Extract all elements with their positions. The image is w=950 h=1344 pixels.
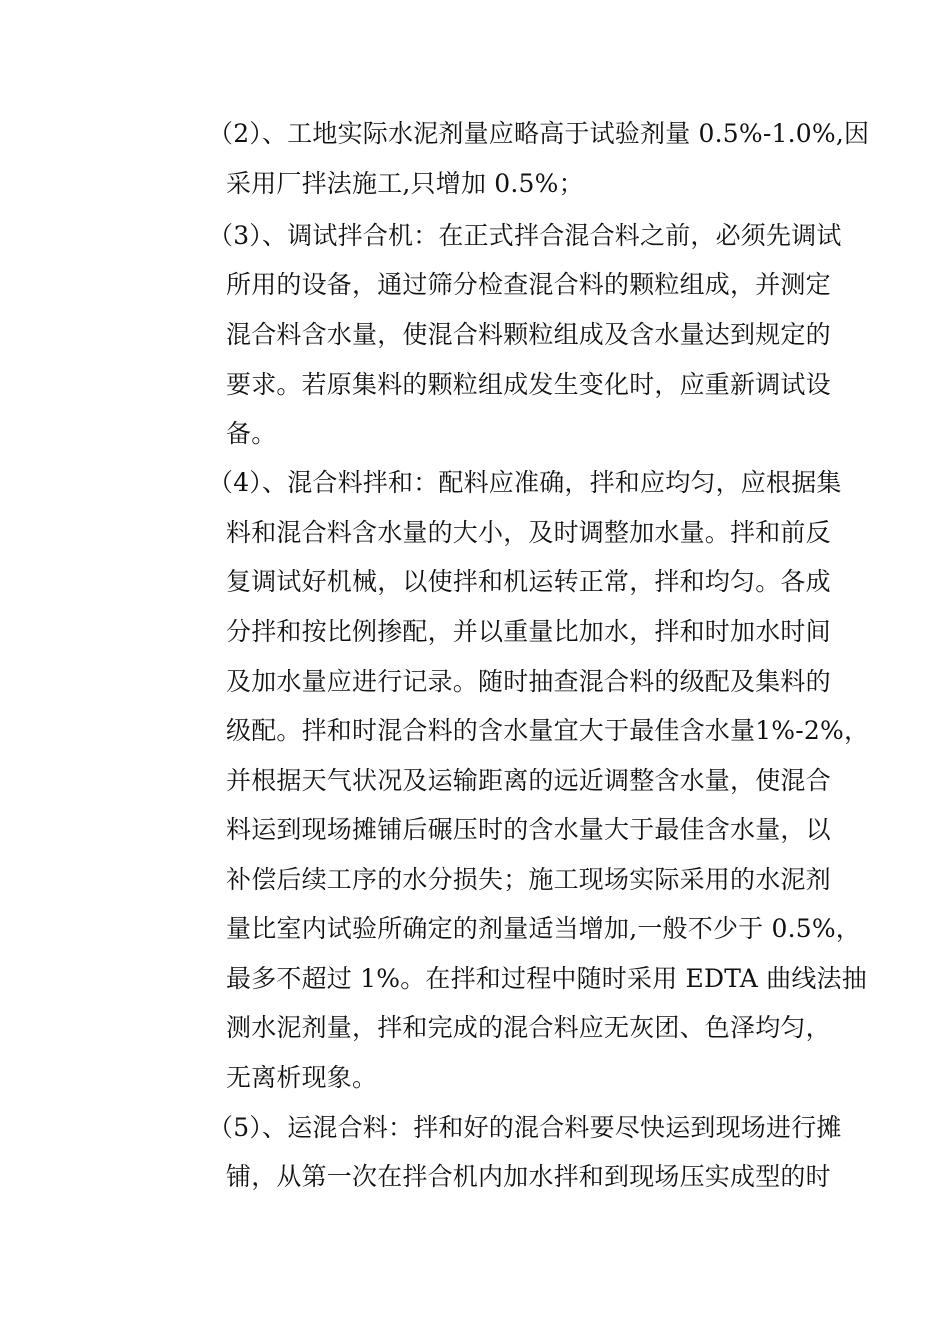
paragraph-4-line-1: （4）、混合料拌和：配料应准确，拌和应均匀，应根据集 (208, 468, 842, 497)
paragraph-4-line-6: 级配。拌和时混合料的含水量宜大于最佳含水量1%-2%， (226, 716, 870, 745)
paragraph-3-line-2: 所用的设备，通过筛分检查混合料的颗粒组成，并测定 (226, 270, 831, 299)
paragraph-4-line-8: 料运到现场摊铺后碾压时的含水量大于最佳含水量，以 (226, 815, 831, 844)
paragraph-4-line-11: 最多不超过 1%。在拌和过程中随时采用 EDTA 曲线法抽 (226, 964, 867, 993)
paragraph-4-line-7: 并根据天气状况及运输距离的远近调整含水量，使混合 (226, 766, 831, 795)
paragraph-3-line-1: （3）、调试拌合机：在正式拌合混合料之前，必须先调试 (208, 221, 842, 250)
paragraph-4-line-4: 分拌和按比例掺配，并以重量比加水，拌和时加水时间 (226, 617, 831, 646)
paragraph-4-line-13: 无离析现象。 (226, 1063, 378, 1092)
paragraph-3-line-5: 备。 (226, 419, 277, 448)
paragraph-4-line-10: 量比室内试验所确定的剂量适当增加,一般不少于 0.5%， (226, 914, 862, 943)
paragraph-2-line-1: （2）、工地实际水泥剂量应略高于试验剂量 0.5%-1.0%,因 (208, 119, 870, 148)
paragraph-4-line-3: 复调试好机械，以使拌和机运转正常，拌和均匀。各成 (226, 567, 831, 596)
paragraph-4-line-9: 补偿后续工序的水分损失；施工现场实际采用的水泥剂 (226, 865, 831, 894)
paragraph-4-line-5: 及加水量应进行记录。随时抽查混合料的级配及集料的 (226, 667, 831, 696)
paragraph-4-line-2: 料和混合料含水量的大小，及时调整加水量。拌和前反 (226, 518, 831, 547)
paragraph-3-line-4: 要求。若原集料的颗粒组成发生变化时，应重新调试设 (226, 370, 831, 399)
paragraph-5-line-2: 铺，从第一次在拌合机内加水拌和到现场压实成型的时 (226, 1162, 831, 1191)
paragraph-4-line-12: 测水泥剂量，拌和完成的混合料应无灰团、色泽均匀， (226, 1013, 831, 1042)
paragraph-5-line-1: （5）、运混合料：拌和好的混合料要尽快运到现场进行摊 (208, 1113, 842, 1142)
paragraph-3-line-3: 混合料含水量，使混合料颗粒组成及含水量达到规定的 (226, 320, 831, 349)
paragraph-2-line-2: 采用厂拌法施工,只增加 0.5%； (226, 169, 584, 198)
